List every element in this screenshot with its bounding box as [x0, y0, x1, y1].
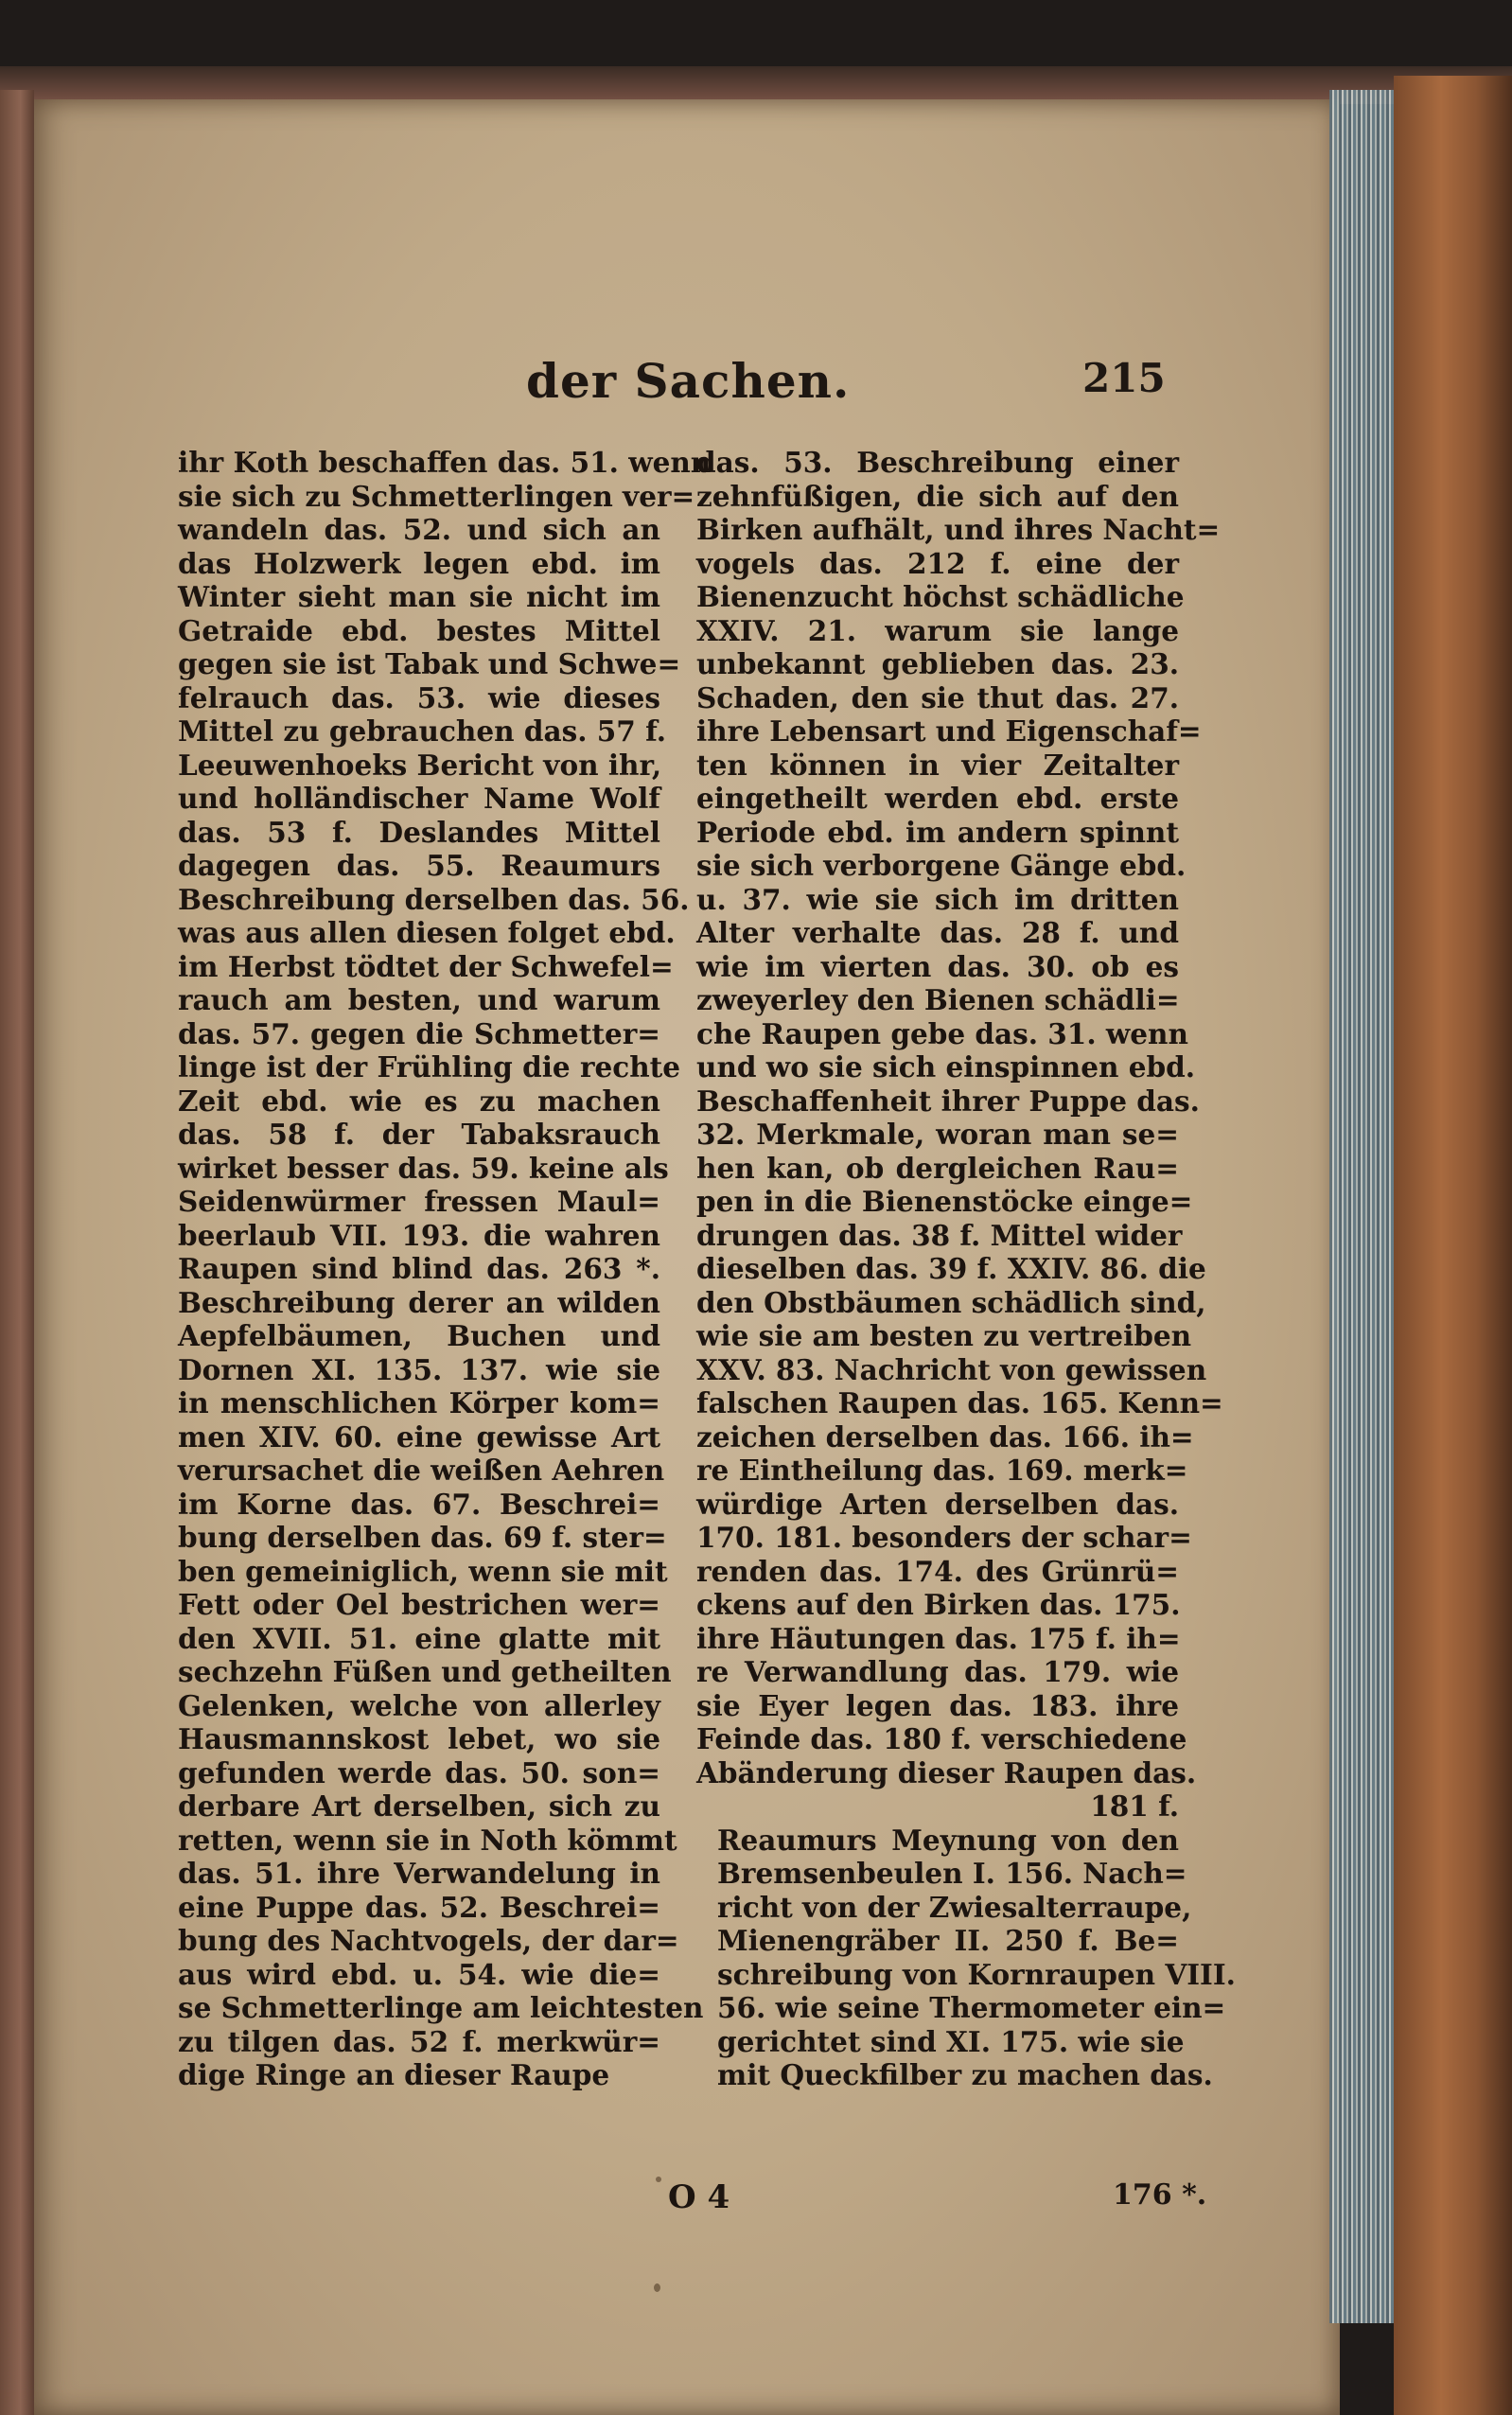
text-line: sie sich zu Schmetterlingen ver=: [178, 479, 695, 513]
text-line: XXIV. 21. warum sie lange: [696, 613, 1179, 647]
text-line: Beschreibung derselben das. 56.: [178, 882, 690, 916]
text-line: Schaden, den sie thut das. 27.: [696, 680, 1179, 714]
text-line: Bienenzucht höchst schädliche: [696, 580, 1185, 613]
text-line: Abänderung dieser Raupen das.: [696, 1755, 1197, 1789]
text-line: unbekannt geblieben das. 23.: [696, 647, 1179, 680]
text-line: retten, wenn sie in Noth kömmt: [178, 1823, 677, 1857]
text-line: linge ist der Frühling die rechte: [178, 1050, 681, 1084]
text-line: dagegen das. 55. Reaumurs: [178, 849, 660, 882]
text-line: ihre Häutungen das. 175 f. ih=: [696, 1621, 1181, 1655]
text-line: den Obstbäumen schädlich sind,: [696, 1285, 1206, 1319]
text-line: zehnfüßigen, die sich auf den: [696, 479, 1179, 513]
text-line: im Korne das. 67. Beschrei=: [178, 1487, 660, 1521]
text-line: zu tilgen das. 52 f. merkwür=: [178, 2024, 660, 2058]
ink-spot: [654, 2283, 660, 2292]
text-line: Dornen XI. 135. 137. wie sie: [178, 1352, 660, 1386]
text-line: zweyerley den Bienen schädli=: [696, 983, 1180, 1016]
text-line: wandeln das. 52. und sich an: [178, 513, 660, 546]
text-line: 181 f.: [1090, 1789, 1179, 1823]
text-line: bung des Nachtvogels, der dar=: [178, 1924, 679, 1957]
text-line: und wo sie sich einspinnen ebd.: [696, 1050, 1196, 1084]
text-line: Winter sieht man sie nicht im: [178, 580, 660, 613]
text-line: Getraide ebd. bestes Mittel: [178, 613, 660, 647]
text-line: che Raupen gebe das. 31. wenn: [696, 1016, 1188, 1050]
text-line: im Herbst tödtet der Schwefel=: [178, 949, 674, 983]
text-line: ihr Koth beschaffen das. 51. wenn: [178, 446, 712, 479]
text-line: schreibung von Kornraupen VIII.: [717, 1957, 1236, 1991]
text-line: Birken aufhält, und ihres Nacht=: [696, 513, 1221, 546]
text-line: vogels das. 212 f. eine der: [696, 546, 1179, 580]
text-line: dige Ringe an dieser Raupe: [178, 2058, 610, 2091]
text-line: das Holzwerk legen ebd. im: [178, 546, 660, 580]
text-line: derbare Art derselben, sich zu: [178, 1789, 660, 1823]
catchword: 176 *.: [1113, 2178, 1207, 2212]
book-top-board: [0, 66, 1512, 104]
text-line: wie sie am besten zu vertreiben: [696, 1319, 1192, 1352]
text-line: dieselben das. 39 f. XXIV. 86. die: [696, 1252, 1206, 1285]
text-line: würdige Arten derselben das.: [696, 1487, 1179, 1521]
text-line: 170. 181. besonders der schar=: [696, 1521, 1192, 1554]
text-line: eine Puppe das. 52. Beschrei=: [178, 1890, 660, 1924]
text-line: Raupen sind blind das. 263 *.: [178, 1252, 660, 1285]
text-line: Aepfelbäumen, Buchen und: [178, 1319, 660, 1352]
text-line: beerlaub VII. 193. die wahren: [178, 1218, 660, 1252]
text-line: men XIV. 60. eine gewisse Art: [178, 1419, 660, 1454]
text-line: 56. wie seine Thermometer ein=: [717, 1991, 1226, 2024]
text-line: Feinde das. 180 f. verschiedene: [696, 1722, 1187, 1755]
page-number: 215: [1082, 355, 1166, 401]
right-cover-board: [1394, 76, 1512, 2415]
text-line: re Verwandlung das. 179. wie: [696, 1655, 1179, 1688]
text-line: renden das. 174. des Grünrü=: [696, 1554, 1179, 1588]
text-line: Mienengräber II. 250 f. Be=: [717, 1924, 1179, 1957]
text-line: zeichen derselben das. 166. ih=: [696, 1419, 1194, 1454]
book-page: [34, 99, 1340, 2415]
text-line: drungen das. 38 f. Mittel wider: [696, 1218, 1183, 1252]
page-block-edge: [1329, 90, 1394, 2323]
text-line: das. 57. gegen die Schmetter=: [178, 1016, 660, 1050]
text-column-left: [178, 446, 712, 2092]
text-line: felrauch das. 53. wie dieses: [178, 680, 660, 714]
left-binding-edge: [0, 90, 34, 2415]
text-line: Fett oder Oel bestrichen wer=: [178, 1588, 660, 1621]
text-line: Beschaffenheit ihrer Puppe das.: [696, 1084, 1200, 1118]
text-line: eingetheilt werden ebd. erste: [696, 782, 1179, 815]
text-line: u. 37. wie sie sich im dritten: [696, 882, 1179, 916]
text-line: wie im vierten das. 30. ob es: [696, 949, 1179, 983]
text-line: rauch am besten, und warum: [178, 983, 660, 1016]
text-line: hen kan, ob dergleichen Rau=: [696, 1151, 1179, 1185]
text-line: was aus allen diesen folget ebd.: [178, 916, 676, 949]
text-line: das. 58 f. der Tabaksrauch: [178, 1118, 660, 1151]
text-line: gerichtet sind XI. 175. wie sie: [717, 2024, 1185, 2058]
text-line: ihre Lebensart und Eigenschaf=: [696, 714, 1202, 748]
text-line: richt von der Zwiesalterraupe,: [717, 1890, 1192, 1924]
text-line: ten können in vier Zeitalter: [696, 748, 1179, 782]
text-line: ckens auf den Birken das. 175.: [696, 1588, 1181, 1621]
text-line: pen in die Bienenstöcke einge=: [696, 1185, 1193, 1218]
text-line: wirket besser das. 59. keine als: [178, 1151, 669, 1185]
text-line: und holländischer Name Wolf: [178, 782, 660, 815]
text-line: ben gemeiniglich, wenn sie mit: [178, 1554, 668, 1588]
text-line: gegen sie ist Tabak und Schwe=: [178, 647, 681, 680]
text-line: se Schmetterlinge am leichtesten: [178, 1991, 704, 2024]
text-line: Zeit ebd. wie es zu machen: [178, 1084, 660, 1118]
text-column-right: [696, 446, 1236, 2092]
signature-mark: O 4: [668, 2178, 730, 2216]
page-header: [34, 353, 1340, 410]
text-line: Hausmannskost lebet, wo sie: [178, 1722, 660, 1755]
text-line: XXV. 83. Nachricht von gewissen: [696, 1352, 1207, 1386]
text-line: aus wird ebd. u. 54. wie die=: [178, 1957, 660, 1991]
text-line: Reaumurs Meynung von den: [717, 1823, 1179, 1857]
text-line: gefunden werde das. 50. son=: [178, 1755, 660, 1789]
text-line: Gelenken, welche von allerley: [178, 1688, 660, 1722]
text-line: sie Eyer legen das. 183. ihre: [696, 1688, 1179, 1722]
text-line: den XVII. 51. eine glatte mit: [178, 1621, 660, 1655]
text-line: verursachet die weißen Aehren: [178, 1454, 665, 1487]
text-line: Periode ebd. im andern spinnt: [696, 815, 1179, 849]
text-line: Mittel zu gebrauchen das. 57 f.: [178, 714, 666, 748]
text-line: das. 53. Beschreibung einer: [696, 446, 1179, 479]
text-line: Beschreibung derer an wilden: [178, 1285, 660, 1319]
text-line: falschen Raupen das. 165. Kenn=: [696, 1386, 1223, 1419]
text-line: das. 51. ihre Verwandelung in: [178, 1857, 660, 1890]
text-line: Seidenwürmer fressen Maul=: [178, 1185, 660, 1218]
text-line: bung derselben das. 69 f. ster=: [178, 1521, 667, 1554]
text-line: Leeuwenhoeks Bericht von ihr,: [178, 748, 662, 782]
text-line: sechzehn Füßen und getheilten: [178, 1655, 672, 1688]
text-line: das. 53 f. Deslandes Mittel: [178, 815, 660, 849]
text-line: in menschlichen Körper kom=: [178, 1386, 660, 1419]
ink-spot: [656, 2177, 661, 2182]
text-line: mit Queckfilber zu machen das.: [717, 2058, 1213, 2091]
text-line: 32. Merkmale, woran man se=: [696, 1118, 1179, 1151]
running-title: der Sachen.: [526, 353, 851, 409]
text-line: Bremsenbeulen I. 156. Nach=: [717, 1857, 1187, 1890]
text-line: Alter verhalte das. 28 f. und: [696, 916, 1179, 949]
text-line: re Eintheilung das. 169. merk=: [696, 1454, 1188, 1487]
text-line: sie sich verborgene Gänge ebd.: [696, 849, 1187, 882]
